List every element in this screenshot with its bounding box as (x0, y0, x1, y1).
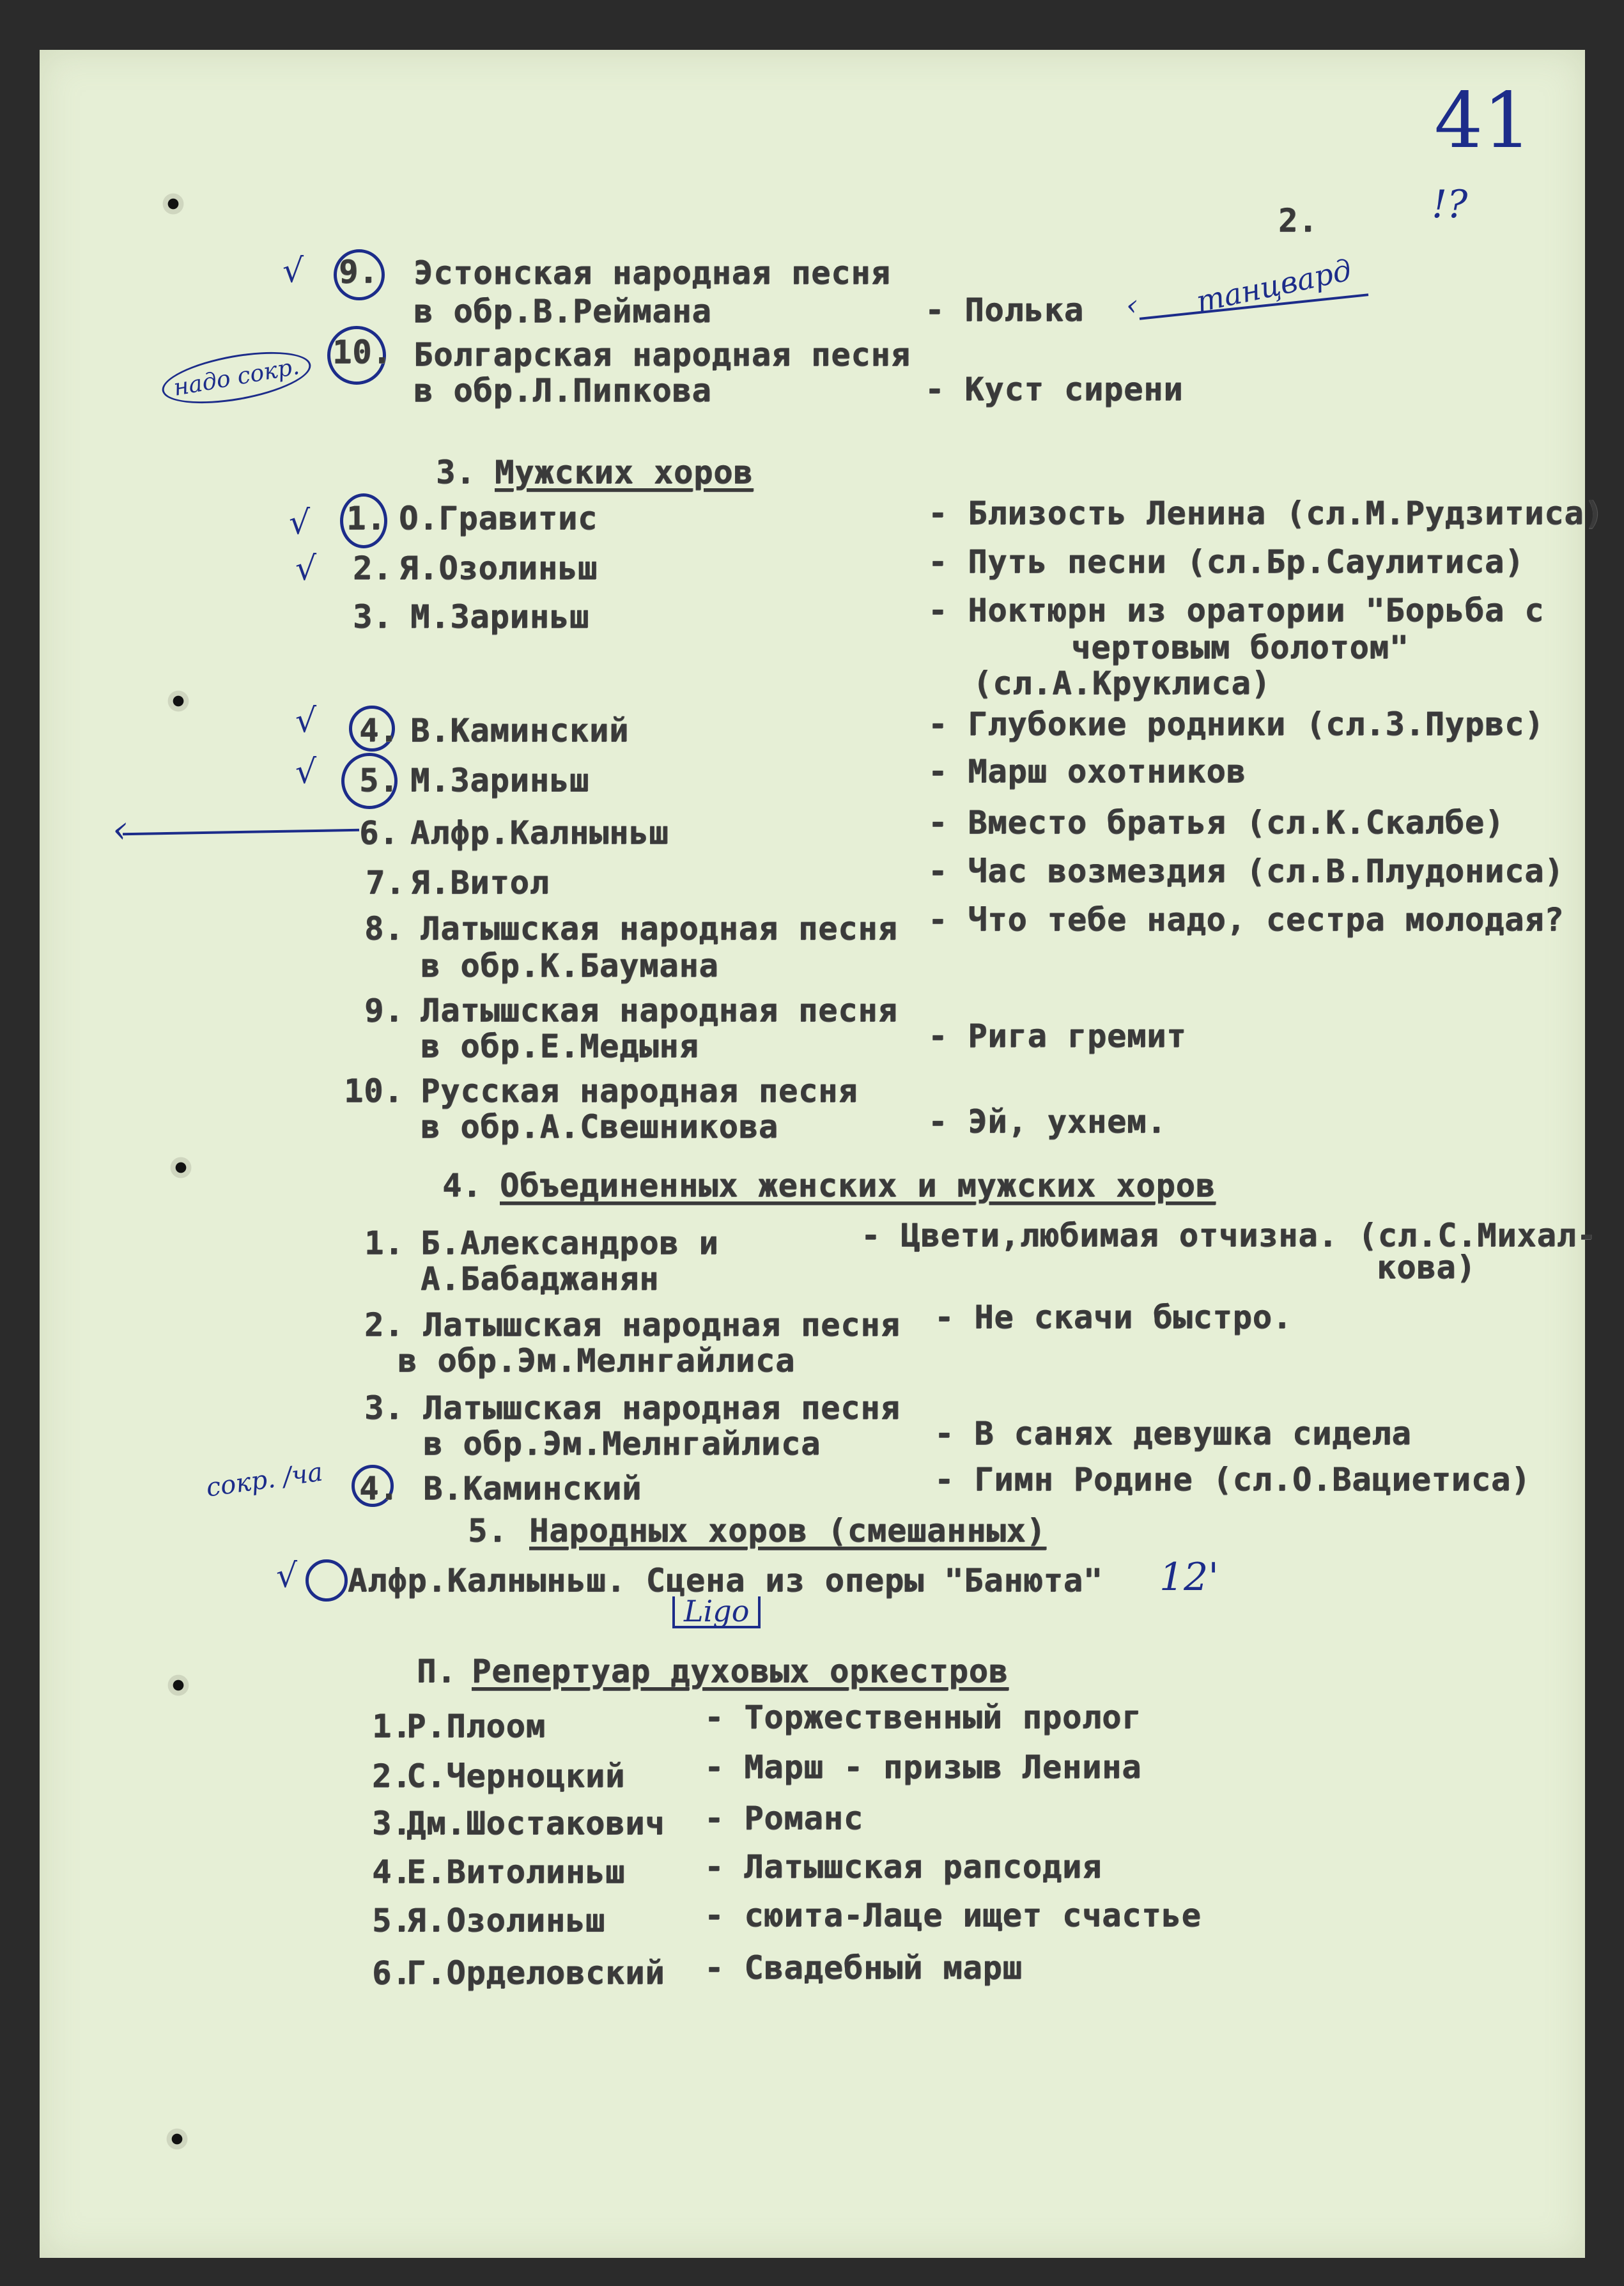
item-author: в обр.В.Реймана (414, 293, 712, 330)
annotation-question: !? (1432, 182, 1468, 227)
check-mark-icon: √ (295, 550, 317, 588)
item-title: - Близость Ленина (сл.М.Рудзитиса) (928, 495, 1604, 532)
section-heading-number: П. (417, 1653, 457, 1690)
item-number: 10. (332, 334, 392, 371)
item-title: - Свадебный марш (704, 1949, 1023, 1986)
item-number: 2. (364, 1306, 405, 1343)
check-mark-icon: √ (289, 504, 311, 542)
item-title: - Рига гремит (928, 1017, 1187, 1054)
item-title: - Не скачи быстро. (934, 1299, 1292, 1336)
item-author: О.Гравитис (399, 500, 598, 537)
item-author: С.Черноцкий (406, 1757, 626, 1795)
item-title: - Глубокие родники (сл.З.Пурвс) (928, 706, 1545, 743)
check-mark-icon: √ (295, 702, 317, 740)
annotation-sokr-text: /ча (281, 1457, 325, 1492)
item-author: Я.Озолиньш (399, 550, 598, 587)
item-author: Эстонская народная песня (414, 254, 891, 291)
annotation-tantsvard: танцвард (1193, 252, 1355, 320)
item-author: Р.Плоом (406, 1708, 546, 1745)
item-title: - Эй, ухнем. (928, 1103, 1167, 1140)
item-title: - Марш охотников (928, 753, 1246, 790)
arrow-head: ‹ (1126, 288, 1138, 322)
item-author: Я.Витол (410, 864, 550, 901)
item-author: в обр.Е.Медыня (421, 1028, 699, 1065)
item-number: 1. (372, 1708, 412, 1745)
item-title: - Полька (925, 291, 1084, 328)
item-author: Латышская народная песня (421, 992, 898, 1029)
item-author: М.Зариньш (410, 598, 589, 635)
item-title-cont: чертовым болотом" (1071, 629, 1409, 666)
item-author: в обр.А.Свешникова (421, 1108, 778, 1145)
annotation-12: 12' (1159, 1555, 1219, 1600)
item-number: 1. (346, 500, 387, 537)
item-number: 3. (353, 598, 393, 635)
item-author: Болгарская народная песня (414, 336, 911, 373)
handwritten-page-number: 41 (1434, 77, 1532, 166)
item-number: 8. (364, 910, 405, 947)
annotation-nado-sokr: надо сокр. (159, 343, 315, 413)
punch-hole (165, 2127, 189, 2151)
item-title: - Путь песни (сл.Бр.Саулитиса) (928, 543, 1525, 580)
section-heading-number: 3. (436, 454, 476, 491)
item-title: - Вместо братья (сл.К.Скалбе) (928, 804, 1504, 841)
item-number: 4. (372, 1853, 412, 1890)
item-number: 2. (372, 1757, 412, 1795)
item-author: В.Каминский (410, 712, 630, 749)
section-heading: Народных хоров (смешанных) (529, 1512, 1046, 1549)
item-author: А.Бабаджанян (421, 1260, 660, 1297)
item-title: - сюита-Лаце ищет счастье (704, 1897, 1202, 1934)
section-heading-number: 5. (468, 1512, 508, 1549)
check-mark-icon: √ (276, 1557, 298, 1595)
item-number: 5. (359, 762, 399, 799)
item-title: - Романс (704, 1800, 863, 1837)
section-heading: Объединенных женских и мужских хоров (500, 1167, 1216, 1204)
item-author: Я.Озолиньш (406, 1902, 606, 1939)
item-author: в обр.Л.Пипкова (414, 372, 712, 409)
item-author: Латышская народная песня (421, 910, 898, 947)
item-author: В.Каминский (423, 1470, 642, 1507)
item-number: 4. (359, 712, 399, 749)
annotation-sokr (205, 1459, 324, 1501)
item-title: - Час возмездия (сл.В.Плудониса) (928, 853, 1565, 890)
item-title: - Цвети,любимая отчизна. (сл.С.Михал- (861, 1217, 1597, 1254)
item-number: 3. (372, 1805, 412, 1842)
item-author: Алфр.Калныньш (410, 814, 669, 851)
punch-hole (169, 1155, 193, 1180)
item-author: в обр.Эм.Мелнгайлиса (398, 1342, 796, 1379)
item-number: 7. (366, 864, 406, 901)
section-heading: Мужских хоров (495, 454, 754, 491)
item-number: 9. (364, 992, 405, 1029)
section-heading: Репертуар духовых оркестров (472, 1653, 1009, 1690)
item-title: - Куст сирени (925, 371, 1184, 408)
arrow-head: ‹ (112, 807, 128, 852)
item-author: Русская народная песня (421, 1072, 858, 1109)
item-number: 10. (344, 1072, 404, 1109)
punch-hole (166, 1673, 190, 1697)
item-title: - Что тебе надо, сестра молодая? (928, 901, 1565, 938)
item-title: - Ноктюрн из оратории "Борьба с (928, 592, 1545, 629)
item-author: в обр.Эм.Мелнгайлиса (423, 1425, 821, 1462)
item-title: - В санях девушка сидела (934, 1415, 1412, 1452)
item-number: 6. (372, 1954, 412, 1991)
punch-hole (166, 689, 190, 713)
section-heading-number: 4. (442, 1167, 483, 1204)
punch-hole (161, 192, 185, 216)
item-title-cont: (сл.А.Круклиса) (973, 665, 1271, 702)
item-title: - Марш - призыв Ленина (704, 1749, 1142, 1786)
item-number: 4. (359, 1470, 399, 1507)
item-number: 3. (364, 1389, 405, 1426)
check-mark-icon: √ (282, 252, 304, 290)
item-author: Б.Александров и (421, 1224, 719, 1262)
item-author: М.Зариньш (410, 762, 589, 799)
item-author: Латышская народная песня (423, 1306, 901, 1343)
section5-line: Алфр.Калныньш. Сцена из оперы "Банюта" (348, 1562, 1103, 1599)
item-number: 9. (339, 253, 379, 290)
circle-mark (305, 1559, 348, 1602)
item-title-cont: кова) (1377, 1249, 1476, 1286)
item-number: 2. (353, 550, 393, 587)
item-title: - Торжественный пролог (704, 1699, 1142, 1736)
arrow-left (123, 829, 359, 835)
item-author: Латышская народная песня (423, 1389, 901, 1426)
item-number: 5. (372, 1902, 412, 1939)
item-author: в обр.К.Баумана (421, 947, 719, 984)
item-author: Г.Орделовский (406, 1954, 665, 1991)
item-title: - Гимн Родине (сл.О.Вациетиса) (934, 1461, 1531, 1498)
check-mark-icon: √ (295, 753, 317, 791)
item-number: 6. (359, 814, 399, 851)
item-author: Дм.Шостакович (406, 1805, 665, 1842)
item-number: 1. (364, 1224, 405, 1262)
annotation-sokr-text: сокр. (204, 1463, 286, 1503)
item-title: - Латышская рапсодия (704, 1848, 1102, 1885)
item-author: Е.Витолиньш (406, 1853, 626, 1890)
document-page (40, 50, 1604, 2258)
typed-page-number: 2. (1278, 202, 1319, 239)
annotation-ligo: Ligo (672, 1596, 761, 1628)
